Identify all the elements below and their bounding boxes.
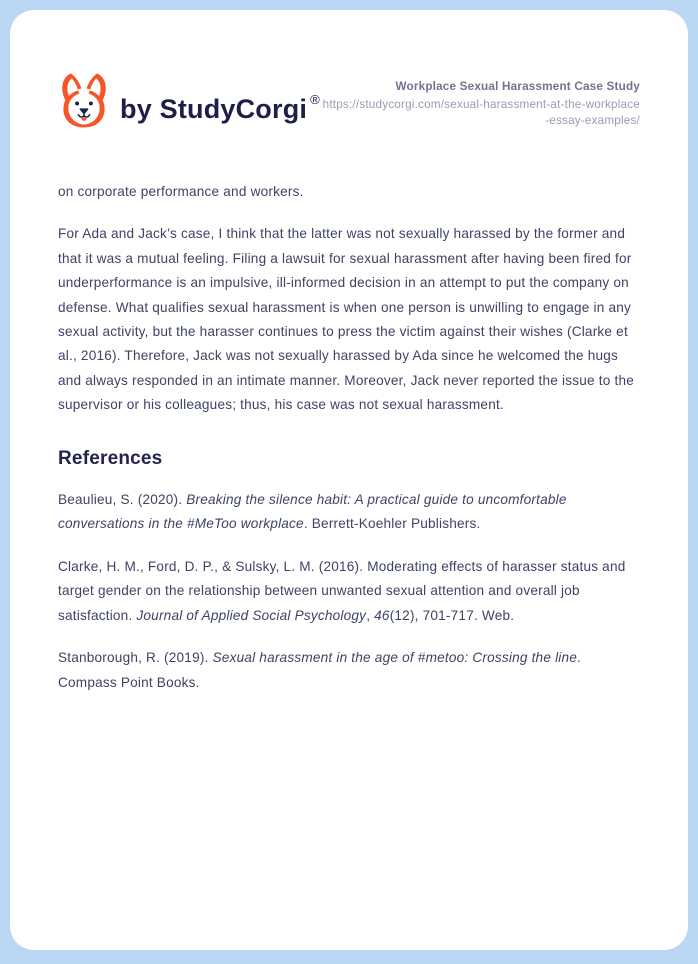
reference-text: Clarke, H. M., Ford, D. P., & Sulsky, L. M. (2016). Moderating effects of harasser status and target gender on the relationship between unwanted sexual attention and overall job satisfaction. bbox=[58, 558, 626, 623]
reference-text: Stanborough, R. (2019). bbox=[58, 650, 213, 666]
document-url: https://studycorgi.com/sexual-harassment-at-the-workplace-essay-examples/ bbox=[322, 98, 640, 127]
registered-trademark: ® bbox=[310, 92, 320, 107]
corgi-logo-icon bbox=[58, 72, 110, 130]
essay-paragraph: For Ada and Jack’s case, I think that the latter was not sexually harassed by the former and that it was a mutual feeling. Filing a lawsuit for sexual harassment after having been fired for underperformance is an impulsive, ill-informed decision in an attempt to put the company on defense. What qualifies sexual harassment is when one person is unwilling to engage in any sexual activity, but the harasser continues to press the victim against their wishes (Clarke et al., 2016). Therefore, Jack was not sexually harassed by Ada since he welcomed the hugs and always responded in an intimate manner. Moreover, Jack never reported the issue to the supervisor or his colleagues; thus, his case was not sexual harassment. bbox=[58, 226, 635, 413]
essay-paragraphs bbox=[58, 180, 640, 418]
brand bbox=[58, 72, 320, 130]
essay-paragraph: on corporate performance and workers. bbox=[58, 184, 304, 199]
article-body bbox=[58, 180, 640, 695]
reference-text: Beaulieu, S. (2020). bbox=[58, 492, 187, 508]
reference-title-italic: Sexual harassment in the age of #metoo: Crossing the line bbox=[212, 650, 578, 666]
references-heading: References bbox=[58, 447, 163, 469]
reference-text: , bbox=[366, 607, 375, 623]
reference-title-italic: Breaking the silence habit: A practical guide to uncomfortable conversations in the #MeToo workplace bbox=[58, 492, 567, 532]
document-title: Workplace Sexual Harassment Case Study bbox=[395, 80, 640, 93]
reference-entry bbox=[58, 555, 640, 628]
brand-wordmark: by StudyCorgi ® bbox=[120, 92, 320, 124]
document-header bbox=[58, 72, 640, 130]
references-list bbox=[58, 488, 640, 695]
reference-entry bbox=[58, 646, 640, 695]
document-meta bbox=[320, 72, 640, 129]
reference-title-italic: Journal of Applied Social Psychology bbox=[136, 607, 367, 623]
reference-text: . Compass Point Books. bbox=[58, 650, 582, 690]
document-card bbox=[10, 10, 688, 950]
reference-title-italic: 46 bbox=[374, 607, 390, 623]
reference-text: (12), 701-717. Web. bbox=[389, 607, 515, 623]
reference-text: . Berrett-Koehler Publishers. bbox=[303, 516, 481, 532]
reference-entry bbox=[58, 488, 640, 537]
